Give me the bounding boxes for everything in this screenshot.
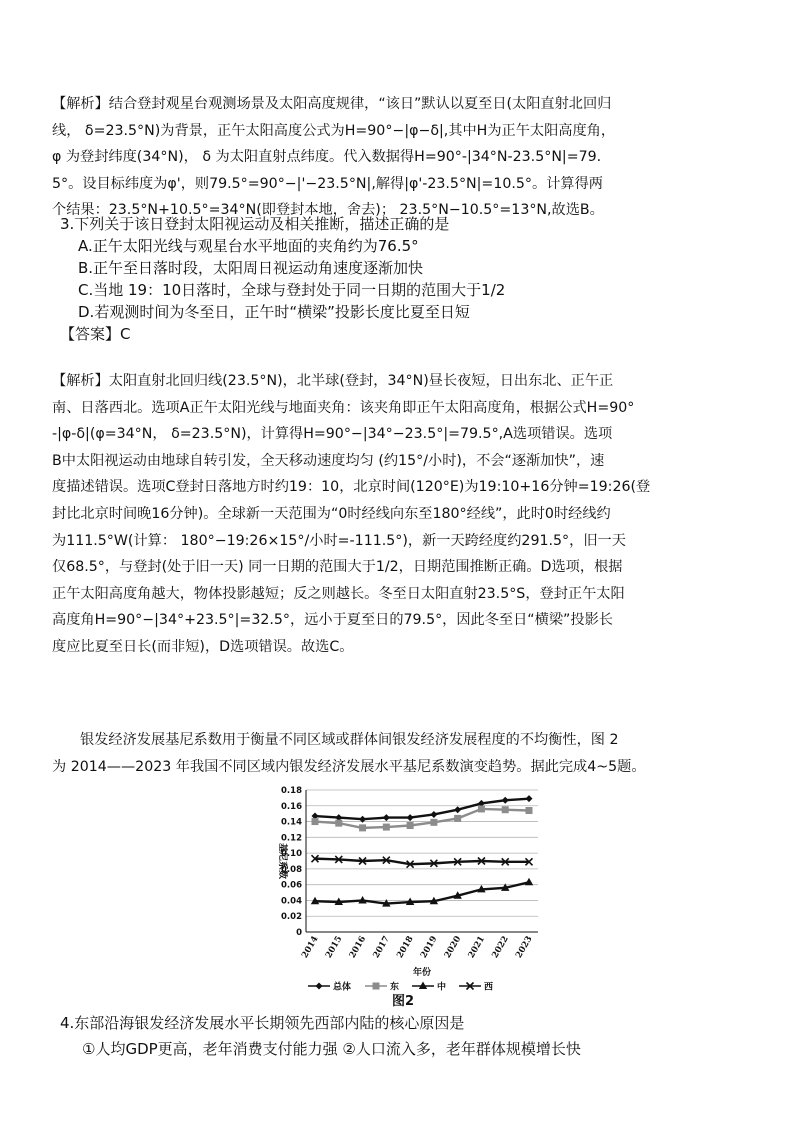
legend-label: 东 [390, 982, 400, 993]
data-point [525, 878, 533, 886]
analysis-q3-line: 南、日落西北。选项A正午太阳光线与地面夹角：该夹角即正午太阳高度角，根据公式H=90° [52, 399, 635, 416]
question-3-answer: 【答案】C [60, 325, 131, 343]
data-point [359, 824, 366, 831]
x-tick-label: 2015 [323, 934, 345, 961]
analysis-q3-line: B中太阳视运动由地球自转引发，全天移动速度均匀 (约15°/小时)，不会“逐渐加快”，速 [52, 452, 605, 469]
legend-label: 西 [484, 982, 494, 993]
question-4-options: ①人均GDP更高，老年消费支付能力强 ②人口流入多，老年群体规模增长快 [82, 1040, 581, 1058]
data-point [454, 806, 461, 813]
figure-caption: 图2 [391, 994, 415, 1009]
y-tick-label: 0.06 [281, 880, 302, 891]
analysis-q2-line: 个结果：23.5°N+10.5°=34°N(即登封本地，舍去)； 23.5°N−10.5°=13°N,故选B。 [52, 202, 604, 219]
legend-marker [373, 983, 380, 990]
x-tick-label: 2023 [514, 934, 535, 961]
data-point [312, 818, 319, 825]
question-4 [52, 1012, 742, 1060]
legend-marker [316, 983, 323, 990]
question-3 [52, 213, 742, 345]
analysis-q2-line: 【解析】结合登封观星台观测场景及太阳高度规律，“该日”默认以夏至日(太阳直射北回归 [52, 96, 612, 112]
data-point [383, 824, 390, 831]
analysis-q3-line: 为111.5°W(计算： 180°−19:26×15°/小时=-111.5°)，新一天跨经度约291.5°，旧一天 [52, 532, 626, 549]
analysis-q3-line: 【解析】太阳直射北回归线(23.5°N)，北半球(登封，34°N)昼长夜短，日出东北、正午正 [52, 373, 614, 389]
analysis-q3-line: 封比北京时间晚16分钟)。全球新一天范围为“0时经线向东至180°经线”，此时0时经线约 [52, 505, 611, 522]
x-tick-label: 2020 [442, 934, 464, 961]
legend-label: 中 [437, 982, 447, 993]
x-tick-label: 2016 [347, 934, 369, 961]
data-point [383, 814, 390, 821]
legend-label: 总体 [333, 982, 352, 993]
question-3-option-d: D.若观测时间为冬至日，正午时“横梁”投影长度比夏至日短 [78, 303, 470, 321]
analysis-q2-line: φ 为登封纬度(34°N)， δ 为太阳直射点纬度。代入数据得H=90°-|34°N-23.5°N|=79. [52, 149, 602, 166]
data-point [478, 805, 485, 812]
question-3-option-a: A.正午太阳光线与观星台水平地面的夹角约为76.5° [78, 237, 419, 255]
question-3-option-c: C.当地 19：10日落时，全球与登封处于同一日期的范围大于1/2 [78, 281, 506, 299]
data-point [502, 806, 509, 813]
data-point [502, 797, 509, 804]
y-tick-label: 0.10 [281, 849, 302, 860]
analysis-q3 [52, 368, 742, 661]
y-axis-label: 基尼系数 [277, 842, 287, 880]
question-4-stem: 4.东部沿海银发经济发展水平长期领先西部内陆的核心原因是 [60, 1014, 465, 1032]
analysis-q3-line: 度应比夏至日长(而非短)，D选项错误。故选C。 [52, 638, 354, 655]
analysis-q3-line: 正午太阳高度角越大，物体投影越短；反之则越长。冬至日太阳直射23.5°S，登封正午太阳 [52, 585, 625, 602]
x-tick-label: 2017 [371, 934, 392, 961]
data-point [454, 815, 461, 822]
x-tick-label: 2022 [490, 934, 511, 961]
data-point [407, 814, 414, 821]
data-point [526, 795, 533, 802]
data-point [335, 820, 342, 827]
x-tick-label: 2014 [300, 934, 321, 961]
analysis-q3-line: 仅68.5°，与登封(处于旧一天) 同一日期的范围大于1/2，日期范围推断正确。D选项，根据 [52, 559, 623, 576]
y-tick-label: 0.02 [281, 912, 302, 923]
question-3-stem: 3.下列关于该日登封太阳视运动及相关推断，描述正确的是 [60, 215, 450, 233]
y-tick-label: 0.12 [281, 833, 302, 844]
analysis-q2-line: 线， δ=23.5°N)为背景，正午太阳高度公式为H=90°−|φ−δ|,其中H为正午太阳高度角， [52, 122, 616, 139]
y-tick-label: 0.14 [281, 817, 302, 828]
y-tick-label: 0.08 [281, 864, 302, 875]
gini-chart-svg [268, 782, 558, 1014]
intro-line: 银发经济发展基尼系数用于衡量不同区域或群体间银发经济发展程度的不均衡性，图 2 [80, 732, 619, 748]
data-point [407, 822, 414, 829]
data-point [430, 819, 437, 826]
question-3-option-b: B.正午至日落时段，太阳周日视运动角速度逐渐加快 [78, 259, 424, 277]
data-point [430, 811, 437, 818]
x-tick-label: 2018 [395, 934, 416, 961]
intro-line: 为 2014——2023 年我国不同区域内银发经济发展水平基尼系数演变趋势。据此完成4~5题。 [52, 758, 646, 775]
analysis-q3-line: 度描述错误。选项C登封日落地方时约19：10，北京时间(120°E)为19:10+16分钟=19:26(登 [52, 479, 651, 496]
y-tick-label: 0.16 [281, 801, 302, 812]
data-point [526, 807, 533, 814]
analysis-q2 [52, 91, 742, 224]
x-tick-label: 2019 [418, 934, 440, 961]
y-tick-label: 0.04 [281, 896, 302, 907]
intro-q4-5 [52, 727, 742, 780]
gini-chart [268, 782, 558, 1014]
analysis-q2-line: 5°。设目标纬度为φ'，则79.5°=90°−|'−23.5°N|,解得|φ'-23.5°N|=10.5°。计算得两 [52, 175, 603, 192]
y-tick-label: 0.18 [281, 786, 302, 796]
analysis-q3-line: -|φ-δ|(φ=34°N， δ=23.5°N)，计算得H=90°−|34°−23.5°|=79.5°,A选项错误。选项 [52, 426, 613, 443]
analysis-q3-line: 高度角H=90°−|34°+23.5°|=32.5°，远小于夏至日的79.5°，因此冬至日“横梁”投影长 [52, 612, 613, 629]
x-tick-label: 2021 [466, 934, 488, 961]
y-tick-label: 0 [296, 928, 302, 938]
series-line-3 [315, 859, 529, 865]
x-axis-label: 年份 [412, 968, 432, 978]
